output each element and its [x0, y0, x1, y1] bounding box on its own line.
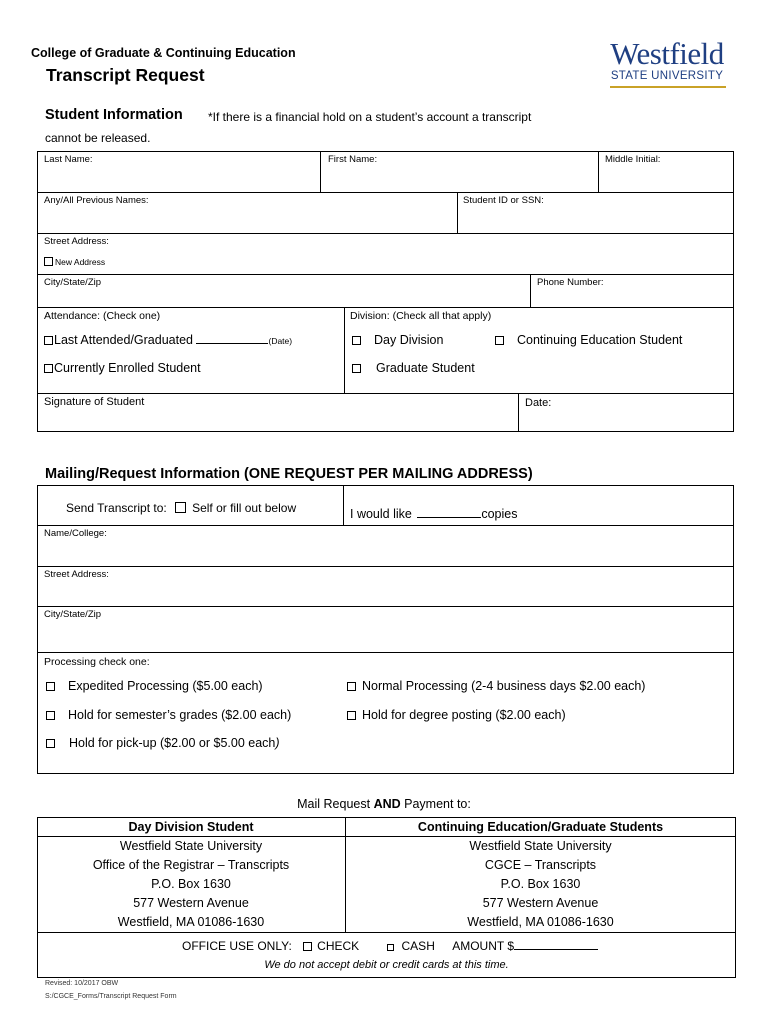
address-line: CGCE – Transcripts — [484, 858, 597, 872]
normal-label: Normal Processing (2-4 business days $2.00 each) — [362, 679, 646, 693]
day-division-option[interactable] — [352, 333, 443, 347]
continuing-ed-label: Continuing Education Student — [517, 333, 683, 347]
normal-option[interactable] — [347, 679, 645, 693]
address-line: Westfield State University — [469, 839, 612, 853]
divider — [530, 274, 531, 307]
divider — [320, 151, 321, 192]
self-checkbox[interactable] — [175, 502, 186, 513]
hold-semester-checkbox[interactable] — [46, 711, 55, 720]
file-path-note: S:/CGCE_Forms/Transcript Request Form — [45, 993, 177, 1000]
currently-enrolled-checkbox[interactable] — [44, 364, 53, 373]
normal-checkbox[interactable] — [347, 682, 356, 691]
date-blank[interactable] — [196, 343, 268, 344]
divider — [37, 393, 734, 394]
date-hint: (Date) — [268, 336, 293, 346]
hold-degree-option[interactable] — [347, 708, 566, 722]
mailing-info-table — [37, 485, 734, 774]
day-division-checkbox[interactable] — [352, 336, 361, 345]
college-name: College of Graduate & Continuing Education — [31, 46, 296, 60]
mail-heading-and: AND — [373, 797, 401, 811]
office-use-label: OFFICE USE ONLY: — [182, 939, 292, 953]
cgce-heading: Continuing Education/Graduate Students — [417, 820, 664, 834]
financial-hold-note: *If there is a financial hold on a student’s account a transcript — [208, 110, 532, 124]
hold-degree-checkbox[interactable] — [347, 711, 356, 720]
continuing-ed-option[interactable] — [495, 333, 682, 347]
mailing-city-state-zip-field[interactable]: City/State/Zip — [44, 609, 102, 620]
revised-note: Revised: 10/2017 OBW — [45, 980, 119, 987]
divider — [343, 485, 344, 525]
university-logo — [600, 38, 734, 88]
day-division-label: Day Division — [374, 333, 444, 347]
street-address-field[interactable]: Street Address: — [44, 236, 109, 247]
divider — [598, 151, 599, 192]
new-address-label: New Address — [55, 257, 106, 267]
new-address-option[interactable] — [44, 257, 105, 267]
mail-heading-pre: Mail Request — [297, 797, 374, 811]
financial-hold-note-cont: cannot be released. — [45, 131, 151, 145]
office-use-row — [182, 939, 598, 953]
copies-row — [350, 507, 517, 521]
last-attended-checkbox[interactable] — [44, 336, 53, 345]
cash-checkbox[interactable] — [387, 944, 394, 951]
divider — [37, 274, 734, 275]
address-line: Westfield, MA 01086-1630 — [117, 915, 265, 929]
divider — [457, 192, 458, 233]
check-label: CHECK — [317, 939, 360, 953]
student-info-title: Student Information — [45, 107, 183, 123]
divider — [37, 606, 734, 607]
logo-subtitle: STATE UNIVERSITY — [610, 70, 724, 82]
address-line: Office of the Registrar – Transcripts — [92, 858, 290, 872]
mailing-street-address-field[interactable]: Street Address: — [44, 569, 109, 580]
previous-names-field[interactable]: Any/All Previous Names: — [44, 195, 149, 206]
address-line: 577 Western Avenue — [482, 896, 599, 910]
middle-initial-field[interactable]: Middle Initial: — [605, 154, 661, 165]
hold-pickup-checkbox[interactable] — [46, 739, 55, 748]
date-field[interactable]: Date: — [525, 397, 552, 409]
divider — [37, 307, 734, 308]
currently-enrolled-option[interactable] — [44, 361, 201, 375]
amount-blank[interactable] — [514, 949, 598, 950]
student-info-table — [37, 151, 734, 432]
cash-label: CASH — [401, 939, 435, 953]
last-attended-option[interactable] — [44, 333, 292, 347]
hold-pickup-option[interactable] — [46, 736, 280, 750]
divider — [37, 233, 734, 234]
divider — [37, 525, 734, 526]
copies-label: copies — [481, 507, 518, 521]
attendance-label: Attendance: (Check one) — [44, 310, 161, 322]
address-line: 577 Western Avenue — [133, 896, 249, 910]
divider — [37, 652, 734, 653]
graduate-option[interactable] — [352, 361, 475, 375]
hold-semester-option[interactable] — [46, 708, 291, 722]
signature-field[interactable]: Signature of Student — [44, 396, 145, 408]
processing-label: Processing check one: — [44, 656, 150, 668]
address-line: Westfield State University — [119, 839, 263, 853]
divider — [37, 932, 736, 933]
divider — [37, 566, 734, 567]
send-transcript-row — [66, 501, 296, 515]
day-division-address — [37, 837, 345, 932]
name-college-field[interactable]: Name/College: — [44, 528, 107, 539]
mail-payment-heading — [0, 797, 768, 811]
division-label: Division: (Check all that apply) — [350, 310, 492, 322]
hold-pickup-label: Hold for pick-up ($2.00 or $5.00 each — [69, 736, 276, 750]
mailing-info-title: Mailing/Request Information (ONE REQUEST PER MAILING ADDRESS) — [45, 466, 533, 482]
copies-blank[interactable] — [417, 517, 481, 518]
address-line: P.O. Box 1630 — [500, 877, 581, 891]
address-line: Westfield, MA 01086-1630 — [467, 915, 614, 929]
send-transcript-label: Send Transcript to: — [66, 501, 167, 515]
mail-heading-post: Payment to: — [400, 797, 471, 811]
city-state-zip-field[interactable]: City/State/Zip — [44, 277, 102, 288]
hold-pickup-paren: ) — [275, 736, 280, 750]
divider — [344, 307, 345, 393]
first-name-field[interactable]: First Name: — [328, 154, 378, 165]
amount-label: AMOUNT $ — [452, 939, 514, 953]
no-cards-note: We do not accept debit or credit cards at this time. — [264, 959, 509, 971]
last-name-field[interactable]: Last Name: — [44, 154, 93, 165]
new-address-checkbox[interactable] — [44, 257, 53, 266]
check-checkbox[interactable] — [303, 942, 312, 951]
graduate-label: Graduate Student — [376, 361, 475, 375]
logo-rule — [610, 86, 726, 88]
would-like-label: I would like — [350, 507, 412, 521]
currently-enrolled-label: Currently Enrolled Student — [54, 361, 201, 375]
graduate-checkbox[interactable] — [352, 364, 361, 373]
expedited-label: Expedited Processing ($5.00 each) — [68, 679, 263, 693]
last-attended-label: Last Attended/Graduated — [54, 333, 193, 347]
divider — [37, 192, 734, 193]
form-title: Transcript Request — [46, 65, 205, 85]
divider — [518, 393, 519, 432]
day-division-heading: Day Division Student — [128, 820, 254, 834]
logo-wordmark: Westfield — [610, 36, 724, 71]
address-line: P.O. Box 1630 — [151, 877, 231, 891]
continuing-ed-checkbox[interactable] — [495, 336, 504, 345]
expedited-option[interactable] — [46, 679, 263, 693]
phone-number-field[interactable]: Phone Number: — [537, 277, 604, 288]
hold-semester-label: Hold for semester’s grades ($2.00 each) — [68, 708, 292, 722]
student-id-field[interactable]: Student ID or SSN: — [463, 195, 544, 206]
hold-degree-label: Hold for degree posting ($2.00 each) — [362, 708, 566, 722]
cgce-address — [345, 837, 736, 932]
expedited-checkbox[interactable] — [46, 682, 55, 691]
self-option-label: Self or fill out below — [192, 501, 297, 515]
